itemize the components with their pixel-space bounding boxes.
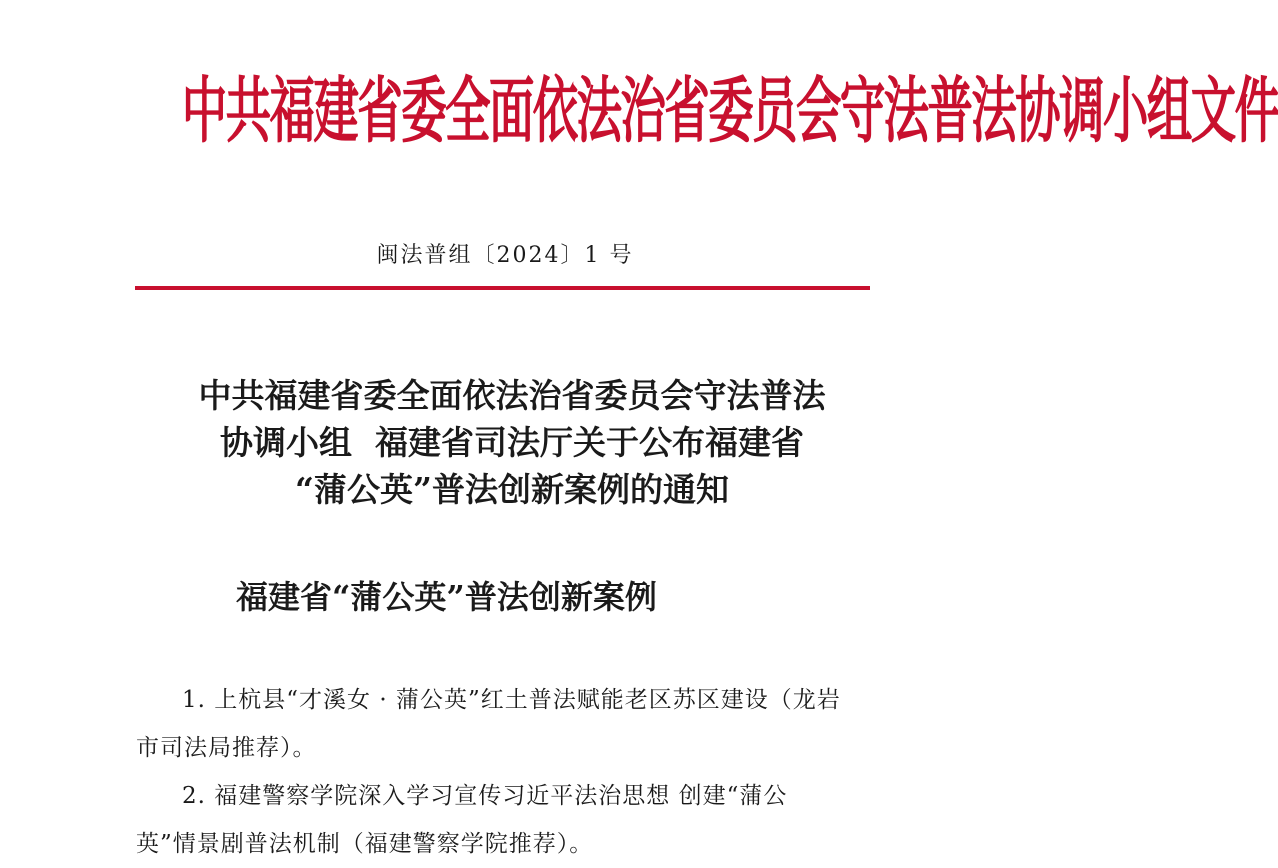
section-title: 福建省“蒲公英”普法创新案例	[236, 578, 657, 616]
notice-title-line-1: 中共福建省委全面依法治省委员会守法普法	[198, 376, 826, 415]
case-list	[136, 676, 846, 868]
notice-title-line-3: “蒲公英”普法创新案例的通知	[295, 470, 729, 509]
notice-title-line-2: 协调小组 福建省司法厅关于公布福建省	[220, 423, 804, 462]
notice-title	[120, 372, 904, 513]
document-header-title: 中共福建省委全面依法治省委员会守法普法协调小组文件	[181, 70, 1278, 154]
case-item-2: 2. 福建警察学院深入学习宣传习近平法治思想 创建“蒲公英”情景剧普法机制（福建警察学院推荐）。	[136, 783, 788, 857]
case-item-1: 1. 上杭县“才溪女 · 蒲公英”红土普法赋能老区苏区建设（龙岩市司法局推荐）。	[136, 687, 841, 761]
red-divider-line	[135, 286, 870, 290]
document-number: 闽法普组〔2024〕1 号	[376, 243, 634, 268]
